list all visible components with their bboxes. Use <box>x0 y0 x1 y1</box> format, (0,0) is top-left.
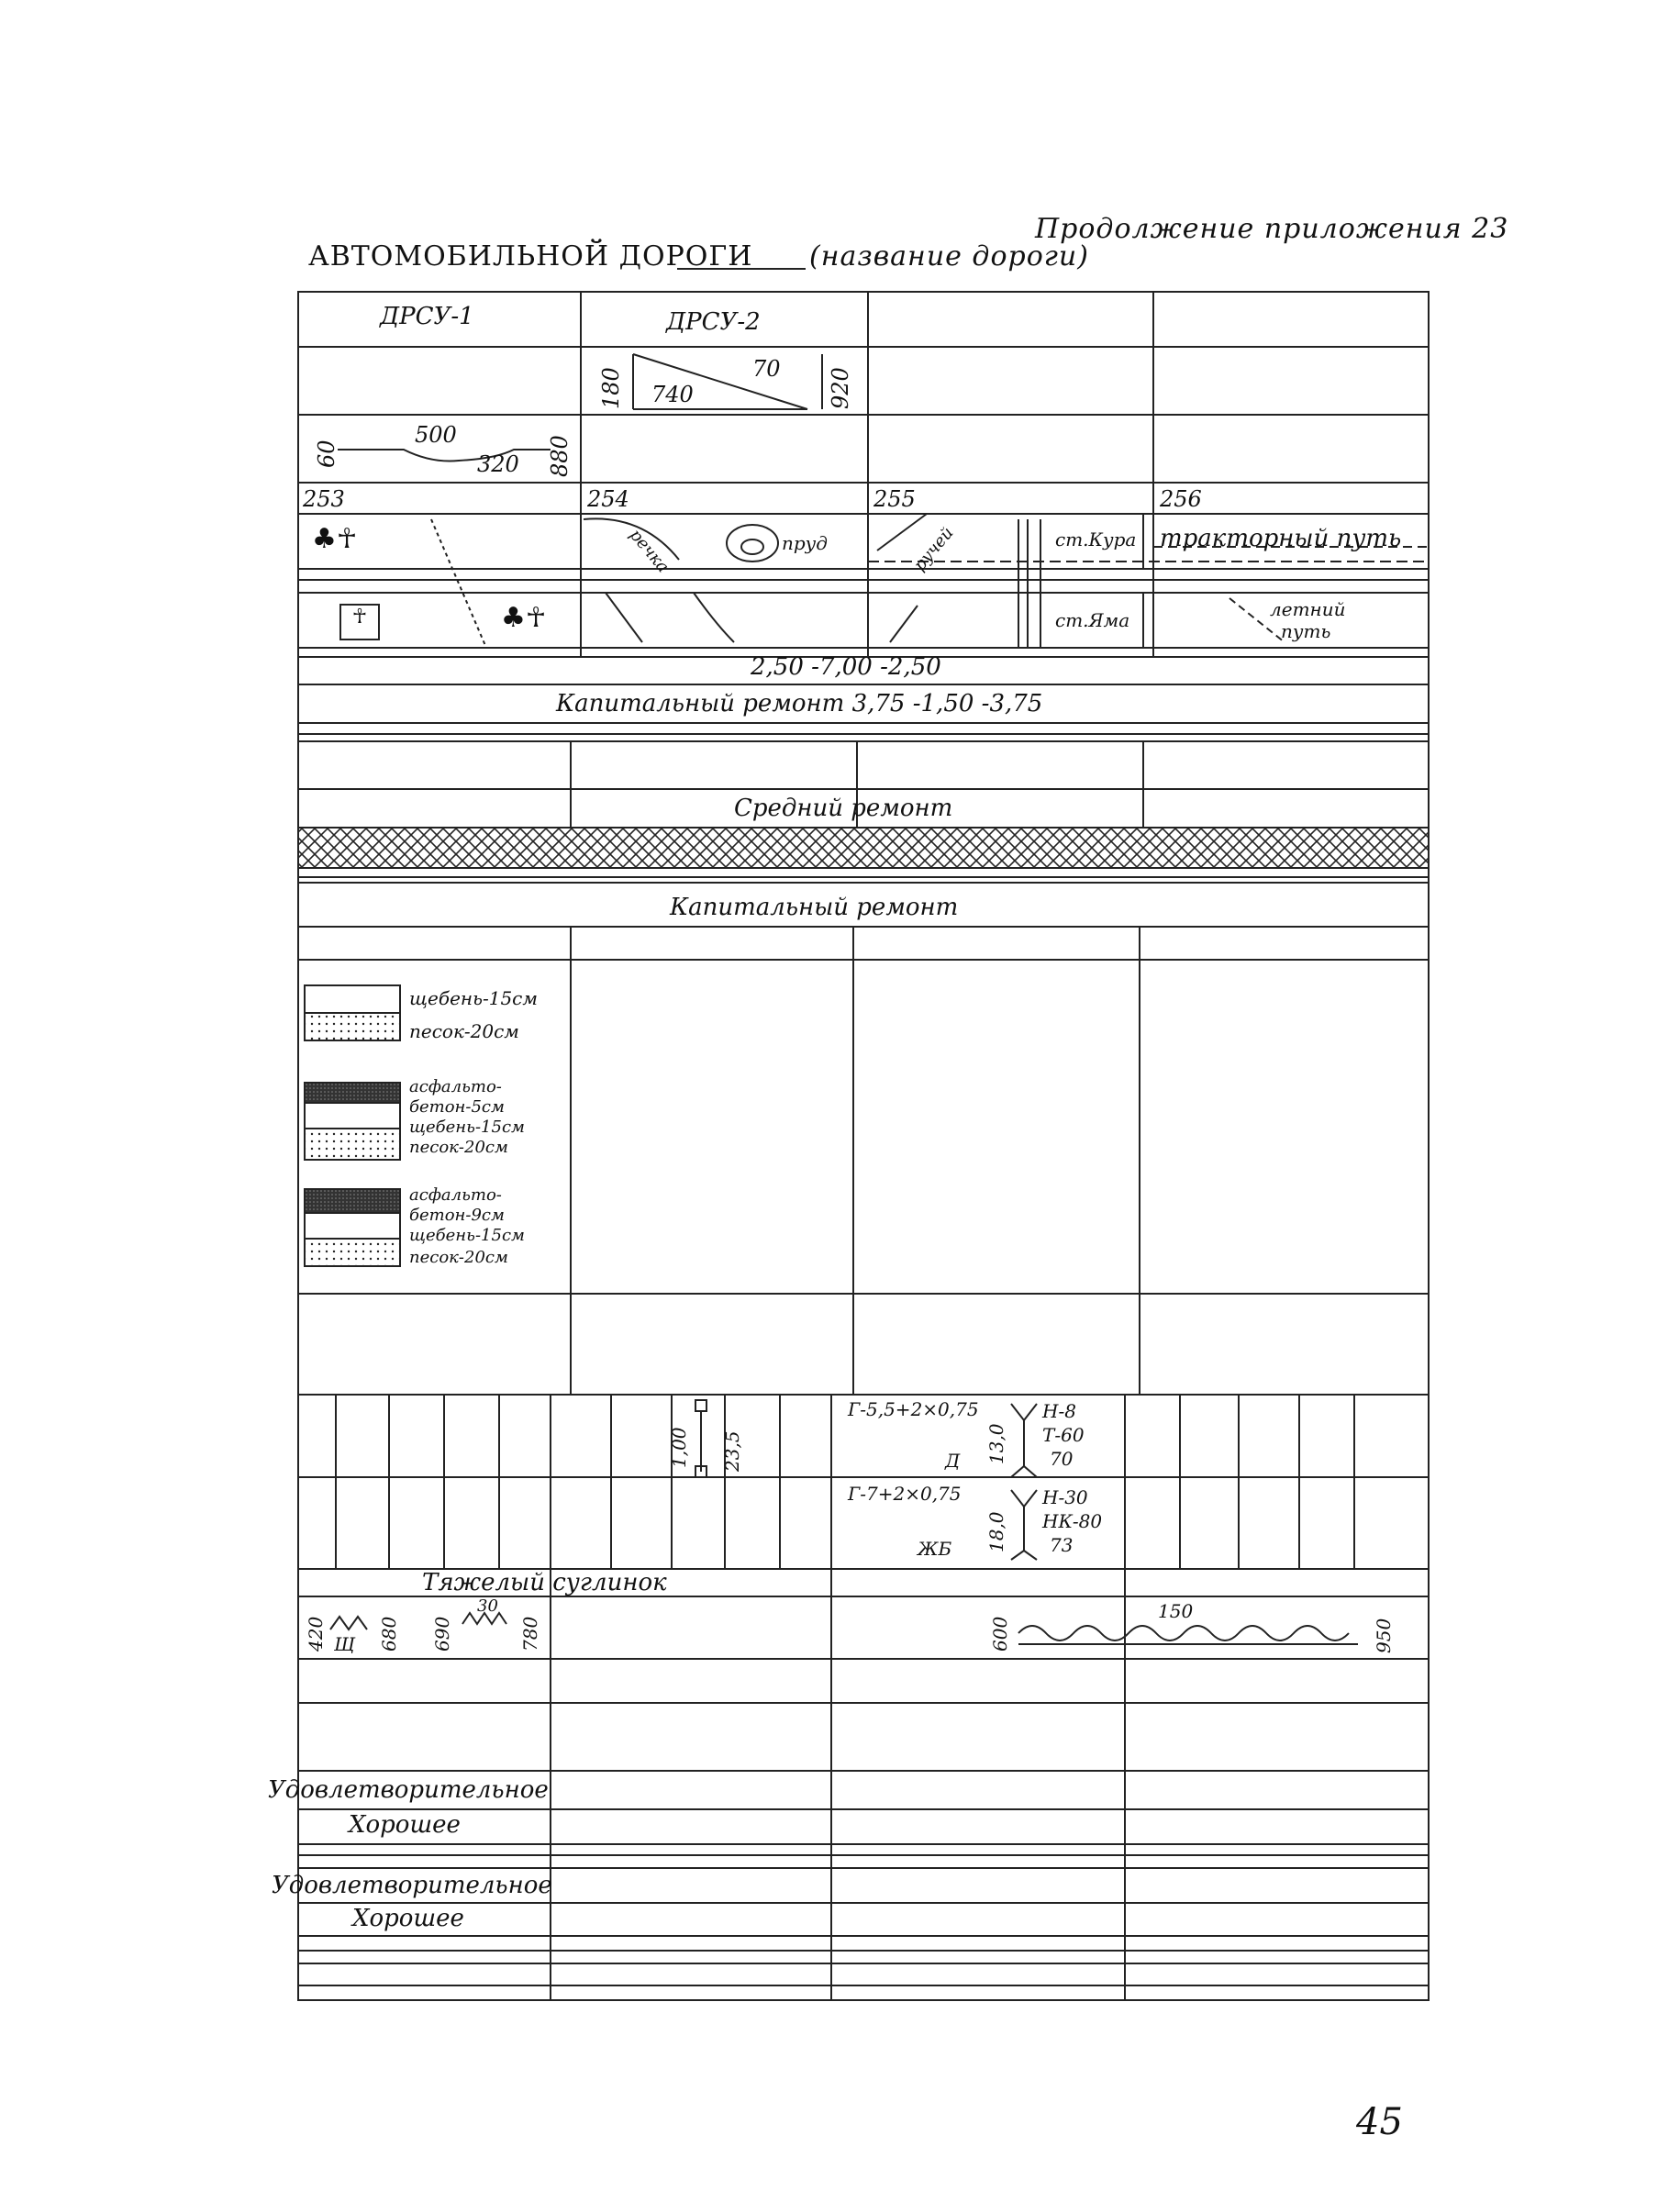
pavement2-layer2: щебень-15см <box>409 1118 525 1137</box>
soil-mark-shch: Щ <box>334 1633 355 1655</box>
soil-mark-150: 150 <box>1158 1600 1194 1622</box>
column-header-drsu1: ДРСУ-1 <box>380 303 474 330</box>
soil-name: Тяжелый суглинок <box>422 1569 667 1596</box>
pavement2-layer3: песок-20см <box>409 1138 508 1157</box>
summer-path-label-2: путь <box>1281 620 1331 642</box>
pavement3-layer2: щебень-15см <box>409 1226 525 1245</box>
bridge1-length: 13,0 <box>985 1423 1007 1464</box>
soil-value-950: 950 <box>1373 1618 1395 1653</box>
condition-good-2: Хорошее <box>352 1905 464 1932</box>
drsu1-left-value: 60 <box>314 439 339 468</box>
soil-value-680: 680 <box>378 1616 400 1652</box>
page-number: 45 <box>1356 2101 1403 2143</box>
summer-path-label-1: летний <box>1270 598 1346 620</box>
drsu2-bottom-value: 740 <box>651 382 694 407</box>
station-bottom-label: ст.Яма <box>1055 609 1130 631</box>
km-marker-253: 253 <box>303 486 345 512</box>
pavement3-layer1a: асфальто- <box>409 1185 502 1205</box>
tree-pedestrian-icon: ♣☥ <box>312 523 358 555</box>
pond-label: пруд <box>782 532 828 554</box>
pipe-diameter: 1,00 <box>668 1427 690 1468</box>
condition-good-1: Хорошее <box>349 1811 461 1839</box>
pavement2-layer1a: асфальто- <box>409 1077 502 1096</box>
bridge2-length: 18,0 <box>985 1511 1007 1552</box>
drsu2-top-value: 70 <box>752 356 781 382</box>
soil-value-420: 420 <box>305 1616 327 1652</box>
km-marker-255: 255 <box>873 486 916 512</box>
drsu1-top-value: 500 <box>415 422 457 448</box>
bridge2-load1: Н-30 <box>1042 1486 1088 1508</box>
carriageway-widths: 2,50 -7,00 -2,50 <box>751 653 941 681</box>
bridge2-load2: НК-80 <box>1042 1510 1103 1532</box>
soil-value-780: 780 <box>519 1616 541 1652</box>
bridge2-year: 73 <box>1050 1534 1074 1556</box>
bridge2-material: ЖБ <box>918 1538 952 1560</box>
document-title: АВТОМОБИЛЬНОЙ ДОРОГИ <box>308 240 753 272</box>
drsu1-bottom-value: 320 <box>477 451 519 477</box>
tractor-path-label: тракторный путь <box>1160 525 1402 552</box>
bridge1-load2: Т-60 <box>1042 1424 1085 1446</box>
bus-stop-icon: ☥ <box>339 604 380 640</box>
drsu2-left-value: 180 <box>598 367 624 409</box>
soil-value-600: 600 <box>989 1616 1011 1652</box>
column-header-drsu2: ДРСУ-2 <box>666 308 761 336</box>
station-top-label: ст.Кура <box>1055 528 1137 551</box>
bridge1-spec: Г-5,5+2×0,75 <box>848 1398 979 1420</box>
bridge1-material: Д <box>945 1450 961 1472</box>
medium-repair-label: Средний ремонт <box>734 795 953 822</box>
pavement3-layer3: песок-20см <box>409 1248 508 1267</box>
drsu1-right-value: 880 <box>547 435 573 477</box>
pipe-length: 23,5 <box>721 1430 743 1472</box>
pavement2-layer1b: бетон-5см <box>409 1097 505 1117</box>
pavement1-layer2: песок-20см <box>409 1020 519 1042</box>
tree-pedestrian-icon-2: ♣☥ <box>501 602 547 634</box>
km-marker-256: 256 <box>1160 486 1202 512</box>
river-label: речка <box>625 525 673 577</box>
bridge2-spec: Г-7+2×0,75 <box>848 1483 962 1505</box>
soil-mark-30: 30 <box>477 1596 498 1616</box>
condition-satisfactory-2: Удовлетворительное <box>272 1872 552 1899</box>
road-name-hint: (название дороги) <box>809 240 1089 272</box>
km-marker-254: 254 <box>587 486 629 512</box>
drsu2-right-value: 920 <box>828 367 853 409</box>
capital-repair-label: Капитальный ремонт <box>670 894 959 921</box>
bridge1-load1: Н-8 <box>1042 1400 1076 1422</box>
pavement3-layer1b: бетон-9см <box>409 1206 505 1225</box>
bridge1-year: 70 <box>1050 1448 1074 1470</box>
condition-satisfactory-1: Удовлетворительное <box>268 1776 549 1804</box>
stream-label: ручей <box>909 523 958 575</box>
continuation-note: Продолжение приложения 23 <box>1035 213 1509 245</box>
soil-value-690: 690 <box>431 1616 453 1652</box>
capital-repair-widths: Капитальный ремонт 3,75 -1,50 -3,75 <box>556 690 1043 717</box>
pavement1-layer1: щебень-15см <box>409 987 538 1009</box>
